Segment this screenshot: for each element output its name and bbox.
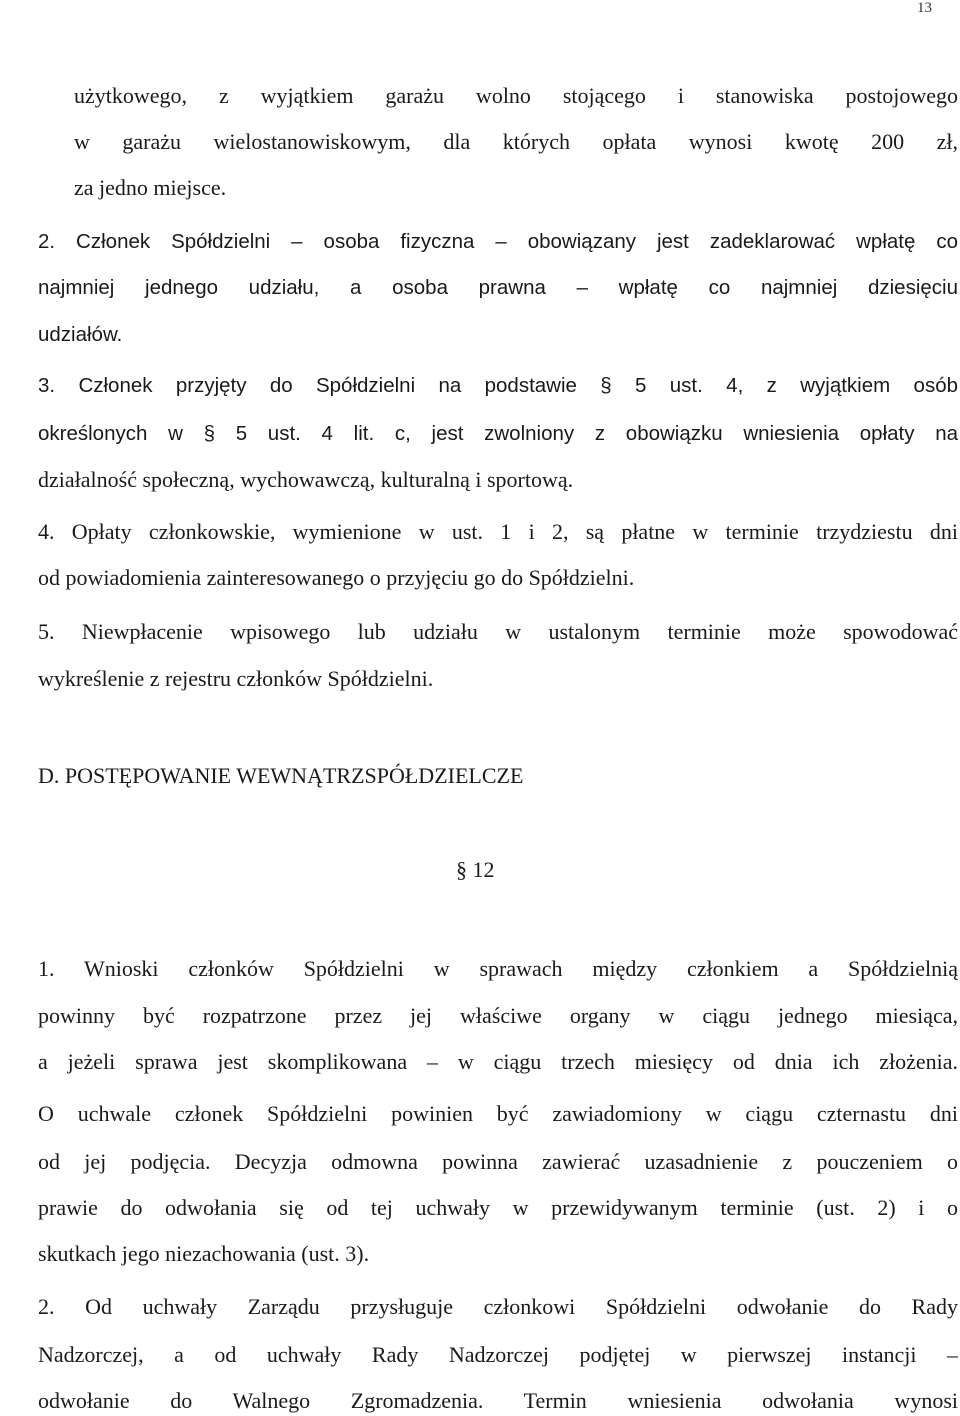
text-line: od powiadomienia zainteresowanego o przyjęciu go do Spółdzielni. xyxy=(38,565,635,590)
text-line: 4. Opłaty członkowskie, wymienione w ust. 1 i 2, są płatne w terminie trzydziestu dni xyxy=(38,519,958,544)
text-line: w garażu wielostanowiskowym, dla których opłata wynosi kwotę 200 zł, xyxy=(74,129,958,154)
text-line: a jeżeli sprawa jest skomplikowana – w ciągu trzech miesięcy od dnia ich złożenia. xyxy=(38,1049,958,1074)
text-line: udziałów. xyxy=(38,323,123,346)
text-line: odwołanie do Walnego Zgromadzenia. Termin wniesienia odwołania wynosi xyxy=(38,1388,958,1413)
text-line: określonych w § 5 ust. 4 lit. c, jest zwolniony z obowiązku wniesienia opłaty na xyxy=(38,422,958,445)
text-line: za jedno miejsce. xyxy=(74,175,227,200)
text-line: powinny być rozpatrzone przez jej właściwe organy w ciągu jednego miesiąca, xyxy=(38,1003,958,1028)
text-line: 3. Członek przyjęty do Spółdzielni na podstawie § 5 ust. 4, z wyjątkiem osób xyxy=(38,374,958,397)
text-line: najmniej jednego udziału, a osoba prawna – wpłatę co najmniej dziesięciu xyxy=(38,276,958,299)
text-line: 1. Wnioski członków Spółdzielni w sprawach między członkiem a Spółdzielnią xyxy=(38,956,958,981)
text-line: Nadzorczej, a od uchwały Rady Nadzorczej podjętej w pierwszej instancji – xyxy=(38,1342,958,1367)
text-line: działalność społeczną, wychowawczą, kulturalną i sportową. xyxy=(38,467,574,492)
text-line: skutkach jego niezachowania (ust. 3). xyxy=(38,1241,370,1266)
section-heading: D. POSTĘPOWANIE WEWNĄTRZSPÓŁDZIELCZE xyxy=(38,763,524,788)
text-line: 2. Członek Spółdzielni – osoba fizyczna – obowiązany jest zadeklarować wpłatę co xyxy=(38,230,958,253)
text-line: od jej podjęcia. Decyzja odmowna powinna zawierać uzasadnienie z pouczeniem o xyxy=(38,1149,958,1174)
text-line: użytkowego, z wyjątkiem garażu wolno stojącego i stanowiska postojowego xyxy=(74,83,958,108)
text-line: 2. Od uchwały Zarządu przysługuje członkowi Spółdzielni odwołanie do Rady xyxy=(38,1294,958,1319)
page-number: 13 xyxy=(917,0,932,16)
paragraph-number: § 12 xyxy=(456,857,495,882)
text-line: 5. Niewpłacenie wpisowego lub udziału w ustalonym terminie może spowodować xyxy=(38,619,958,644)
text-line: prawie do odwołania się od tej uchwały w przewidywanym terminie (ust. 2) i o xyxy=(38,1195,958,1220)
text-line: wykreślenie z rejestru członków Spółdzielni. xyxy=(38,666,434,691)
text-line: O uchwale członek Spółdzielni powinien być zawiadomiony w ciągu czternastu dni xyxy=(38,1101,958,1126)
